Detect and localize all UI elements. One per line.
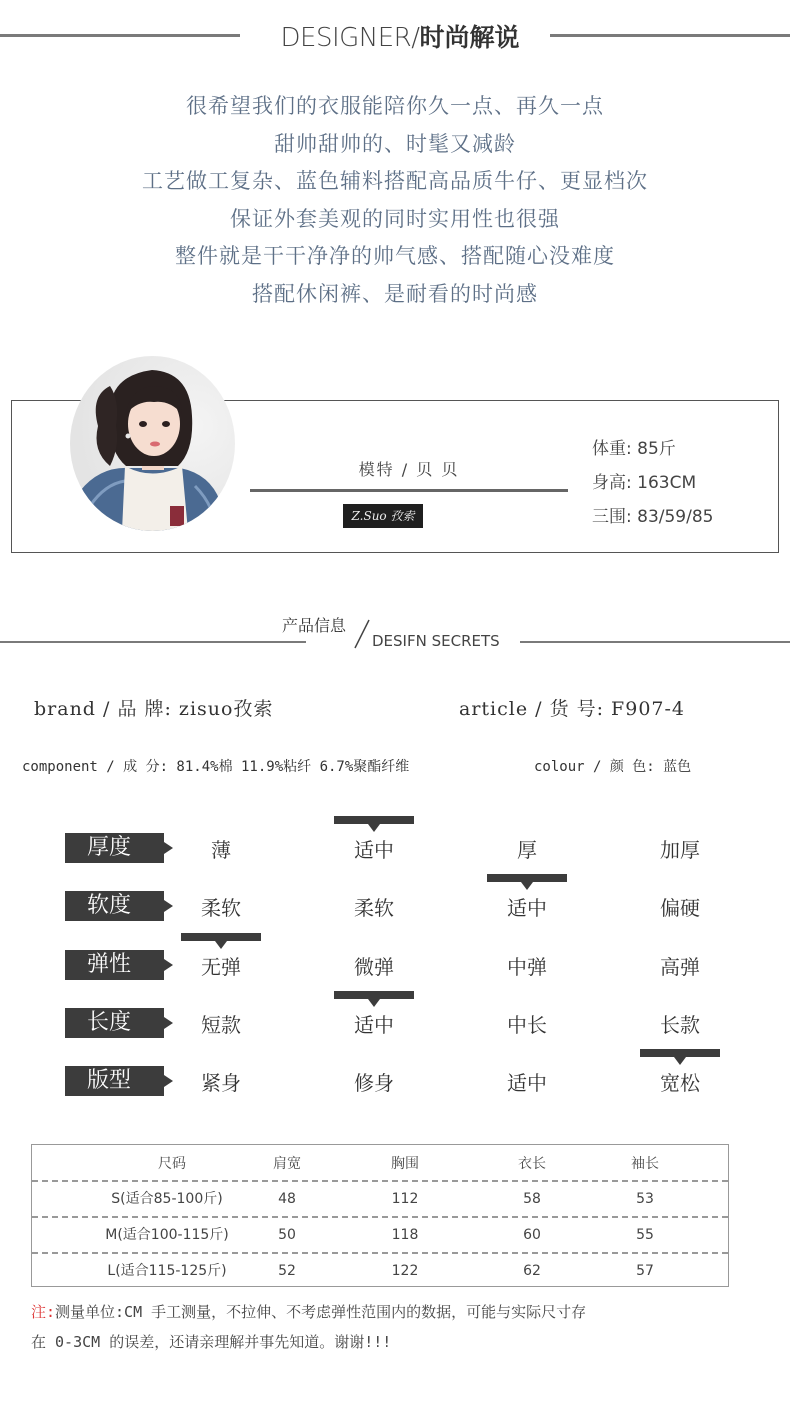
attribute-option: 薄 [211, 838, 231, 862]
attribute-option: 柔软 [354, 896, 394, 920]
attribute-option: 高弹 [660, 955, 700, 979]
attribute-option: 宽松 [660, 1071, 700, 1095]
designer-title [250, 18, 550, 54]
attribute-option: 紧身 [201, 1071, 241, 1095]
attribute-option: 加厚 [660, 838, 700, 862]
attribute-label: 软度 [65, 891, 164, 921]
attribute-label: 版型 [65, 1066, 164, 1096]
note-text-1: 测量单位:CM 手工测量，不拉伸、不考虑弹性范围内的数据，可能与实际尺寸存 [55, 1303, 587, 1321]
table-row [32, 1218, 728, 1253]
description-line: 很希望我们的衣服能陪你久一点、再久一点 [186, 94, 604, 118]
attribute-option: 长款 [660, 1013, 700, 1037]
slash-divider [352, 618, 372, 650]
selected-marker [181, 933, 261, 941]
sleeve-cell: 53 [636, 1191, 654, 1207]
header-rule-left [0, 34, 240, 37]
attribute-label: 厚度 [65, 833, 164, 863]
model-measurements: 三围: 83/59/85 [592, 507, 714, 527]
length-cell: 58 [523, 1191, 541, 1207]
header-rule-right [550, 34, 790, 37]
note-prefix: 注: [31, 1303, 56, 1321]
sleeve-cell: 55 [636, 1227, 654, 1243]
designer-title-cn: 时尚解说 [419, 23, 520, 52]
header-sleeve: 袖长 [631, 1156, 659, 1172]
sleeve-cell: 57 [636, 1263, 654, 1279]
table-row [32, 1182, 728, 1217]
length-cell: 60 [523, 1227, 541, 1243]
product-info-title-cn: 产品信息 [282, 616, 347, 635]
description-line: 整件就是干干净净的帅气感、搭配随心没难度 [175, 244, 615, 268]
designer-description [0, 88, 790, 313]
description-line: 甜帅甜帅的、时髦又减龄 [274, 131, 516, 156]
size-cell: M(适合100-115斤) [105, 1227, 229, 1243]
attribute-option: 偏硬 [660, 896, 700, 920]
size-cell: S(适合85-100斤) [111, 1191, 223, 1207]
attribute-option: 适中 [354, 1013, 394, 1037]
designer-title-en: DESIGNER [280, 23, 412, 53]
measurement-note [31, 1297, 751, 1357]
size-cell: L(适合115-125斤) [107, 1263, 227, 1279]
attribute-label: 弹性 [65, 950, 164, 980]
selected-marker [487, 874, 567, 882]
description-line: 搭配休闲裤、是耐看的时尚感 [252, 281, 538, 306]
shoulder-cell: 50 [278, 1227, 296, 1243]
attribute-option: 适中 [507, 896, 547, 920]
chest-cell: 112 [391, 1191, 419, 1207]
shoulder-cell: 52 [278, 1263, 296, 1279]
selected-marker [334, 991, 414, 999]
brand-field: brand / 品 牌: zisuo孜索 [34, 698, 274, 720]
model-name: 模特 / 贝 贝 [358, 460, 460, 479]
note-line-1 [31, 1297, 751, 1327]
article-field: article / 货 号: F907-4 [459, 698, 686, 720]
size-table [31, 1144, 729, 1287]
model-height: 身高: 163CM [592, 473, 697, 493]
header-size: 尺码 [158, 1156, 186, 1172]
attribute-label: 长度 [65, 1008, 164, 1038]
attribute-option: 短款 [201, 1013, 241, 1037]
attribute-option: 修身 [354, 1071, 394, 1095]
brand-logo [343, 504, 423, 528]
attribute-option: 中长 [507, 1013, 547, 1037]
note-line-2: 在 0-3CM 的误差，还请亲理解并事先知道。谢谢!!! [31, 1333, 392, 1351]
model-photo [70, 356, 235, 531]
product-info-rule-right [520, 641, 790, 643]
header-length: 衣长 [518, 1156, 546, 1172]
chest-cell: 118 [391, 1227, 419, 1243]
attribute-option: 适中 [354, 838, 394, 862]
model-illustration [70, 356, 235, 531]
attribute-option: 无弹 [201, 955, 241, 979]
colour-field: colour / 颜 色: 蓝色 [534, 759, 692, 775]
chest-cell: 122 [391, 1263, 419, 1279]
selected-marker [640, 1049, 720, 1057]
shoulder-cell: 48 [278, 1191, 296, 1207]
designer-title-slash: / [411, 23, 420, 53]
product-info-rule-left [0, 641, 306, 643]
product-info-title-en: DESIFN SECRETS [372, 632, 500, 650]
model-weight: 体重: 85斤 [592, 439, 676, 459]
selected-marker [334, 816, 414, 824]
attribute-option: 适中 [507, 1071, 547, 1095]
component-field: component / 成 分: 81.4%棉 11.9%粘纤 6.7%聚酯纤维 [22, 759, 410, 775]
size-table-header [32, 1147, 728, 1182]
table-row [32, 1254, 728, 1289]
attribute-option: 厚 [517, 838, 537, 862]
attribute-option: 柔软 [201, 896, 241, 920]
header-shoulder: 肩宽 [273, 1156, 301, 1172]
model-stats [592, 432, 713, 534]
header-chest: 胸围 [391, 1156, 419, 1172]
length-cell: 62 [523, 1263, 541, 1279]
brand-logo-text: Z.Suo 孜索 [351, 509, 415, 523]
attribute-option: 微弹 [354, 955, 394, 979]
description-line: 保证外套美观的同时实用性也很强 [230, 206, 560, 231]
model-divider [250, 489, 568, 492]
attribute-option: 中弹 [507, 955, 547, 979]
description-line: 工艺做工复杂、蓝色辅料搭配高品质牛仔、更显档次 [142, 169, 648, 193]
